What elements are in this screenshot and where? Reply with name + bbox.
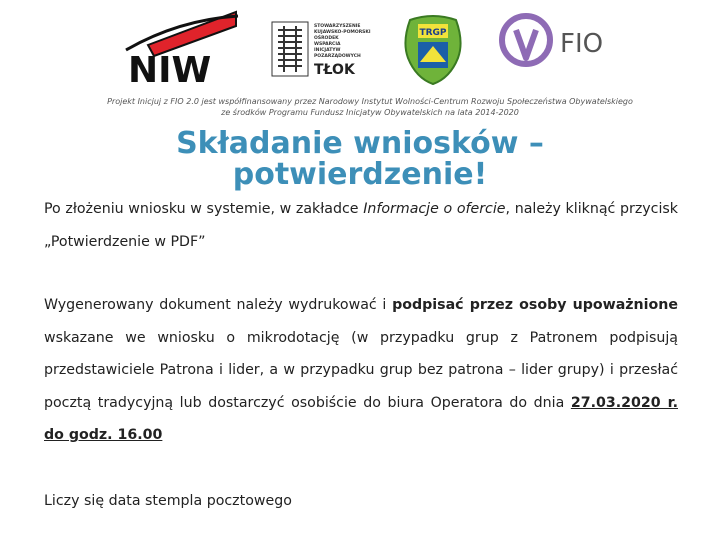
funding-note [105,96,635,118]
funding-line-1: Projekt Inicjuj z FIO 2.0 jest współfinansowany przez Narodowy Instytut Wolności-Centrum Rozwoju Społeczeństwa Obywatelskiego [107,97,633,106]
p1-italic-tab: Informacje o ofercie [363,201,506,217]
p2-text-c: wskazane we wniosku o mikrodotację (w przypadku grup z Patronem podpisują przedstawiciele Patrona i lider, a w przypadku grup bez patrona – lider grupy) i przesłać pocztą tradycyjną lub dostarczyć osobiście do biura Operatora do dnia [44,329,678,411]
tlok-line5: INICJATYW [314,48,341,53]
tlok-line1: STOWARZYSZENIE [314,24,361,29]
paragraph-3: Liczy się data stempla pocztowego [44,493,292,509]
tlok-line2: KUJAWSKO-POMORSKI [314,30,371,35]
p2-bold-signers: podpisać przez osoby upoważnione [392,297,678,313]
p1-text-a: Po złożeniu wniosku w systemie, w zakładce [44,201,364,217]
fio-logo [498,8,628,78]
p2-deadline: 27.03.2020 r. do godz. 16.00 [44,394,678,443]
logo-bar [0,0,720,95]
niw-logo-text: NIW [128,50,212,88]
paragraph-1 [44,193,678,258]
p2-text-a: Wygenerowany dokument należy wydrukować i [44,297,393,313]
niw-logo [118,10,243,88]
tlok-line4: WSPARCIA [314,42,341,47]
title-line-2: potwierdzenie! [232,157,488,192]
trgp-text: TRGP [419,28,447,38]
trgp-logo [400,12,466,86]
tlok-line6: POZARZĄDOWYCH [314,54,361,59]
p1-text-c: , należy kliknąć przycisk „Potwierdzenie w PDF” [44,201,679,250]
paragraph-2 [44,289,678,452]
tlok-name: TŁOK [314,62,355,78]
funding-line-2: ze środków Programu Fundusz Inicjatyw Obywatelskich na lata 2014-2020 [221,108,519,117]
tlok-line3: OŚRODEK [314,36,339,41]
title-line-1: Składanie wniosków – [176,126,544,161]
tlok-logo [270,20,382,78]
fio-text: FIO [560,29,604,59]
page-title [100,128,620,190]
